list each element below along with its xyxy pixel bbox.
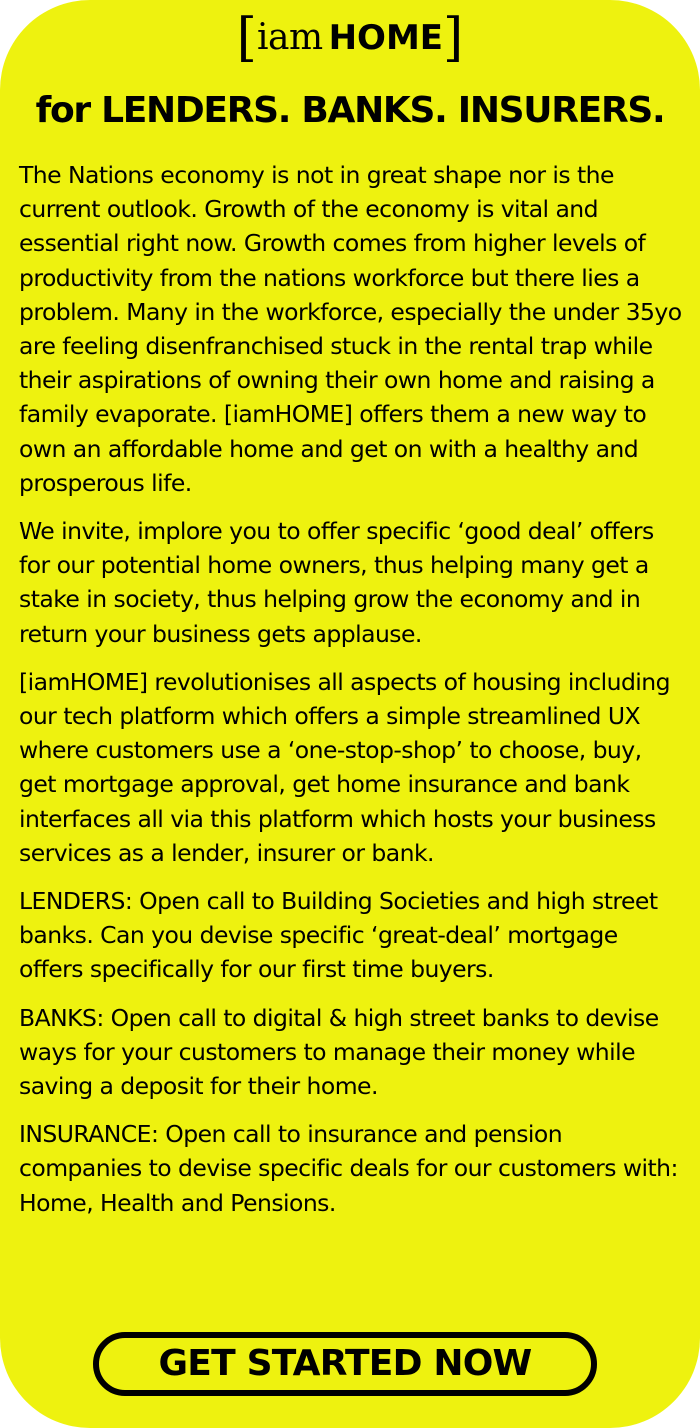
get-started-button[interactable]: GET STARTED NOW: [93, 1332, 597, 1396]
insurance-paragraph: INSURANCE: Open call to insurance and pension companies to devise specific deals for our customers with: Home, Health and Pensions.: [19, 1120, 678, 1217]
body-text: [19, 158, 683, 1234]
page-headline: for LENDERS. BANKS. INSURERS.: [35, 90, 665, 131]
logo-open-bracket: [: [236, 8, 257, 68]
logo-close-bracket: ]: [443, 8, 464, 68]
logo-light-text: iam: [256, 17, 323, 58]
platform-paragraph: [iamHOME] revolutionises all aspects of housing including our tech platform which offers a simple streamlined UX where customers use a ‘one-stop-shop’ to choose, buy, get mortgage approval, get home insurance and bank interfaces all via this platform which hosts your business services as a lender, insurer or bank.: [19, 667, 670, 867]
lenders-paragraph: LENDERS: Open call to Building Societies and high street banks. Can you devise specific ‘great-deal’ mortgage offers specifically for our first time buyers.: [19, 887, 658, 984]
invite-paragraph: We invite, implore you to offer specific ‘good deal’ offers for our potential home owners, thus helping many get a stake in society, thus helping grow the economy and in return your business gets applause.: [19, 517, 654, 648]
iamhome-logo: [0, 8, 700, 68]
banks-paragraph: BANKS: Open call to digital & high street banks to devise ways for your customers to manage their money while saving a deposit for their home.: [19, 1003, 659, 1101]
intro-paragraph: The Nations economy is not in great shape nor is the current outlook. Growth of the economy is vital and essential right now. Growth comes from higher levels of productivity from the nations workforce but there lies a problem. Many in the workforce, especially the under 35yo are feeling disenfranchised stuck in the rental trap while their aspirations of owning their own home and raising a family evaporate. [iamHOME] offers them a new way to own an affordable home and get on with a healthy and prosperous life.: [19, 161, 682, 497]
logo-bold-text: HOME: [328, 18, 444, 58]
